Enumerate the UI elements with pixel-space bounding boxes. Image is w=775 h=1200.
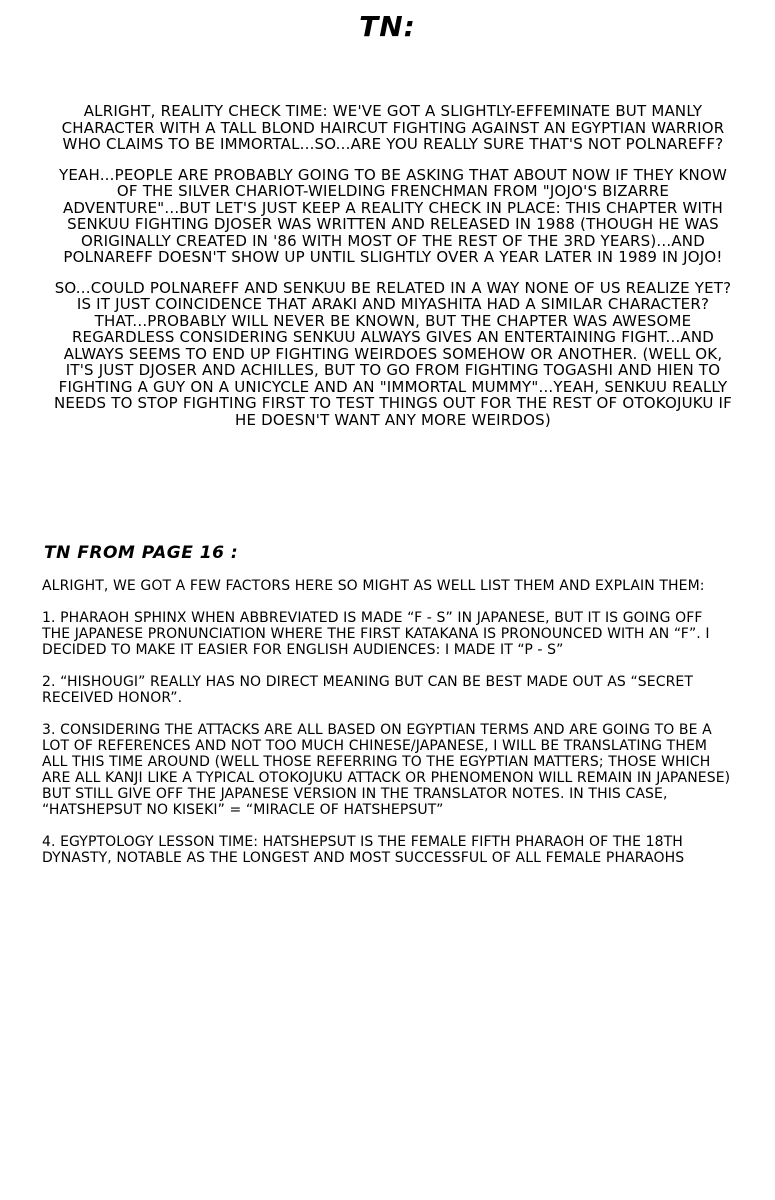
page-16-notes [42,578,732,882]
section-heading: TN FROM PAGE 16 : [44,543,239,563]
intro-paragraph: YEAH...PEOPLE ARE PROBABLY GOING TO BE ASKING THAT ABOUT NOW IF THEY KNOW OF THE SILVER CHARIOT-WIELDING FRENCHMAN FROM "JOJO'S BIZARRE ADVENTURE"...BUT LET'S JUST KEEP A REALITY CHECK IN PLACE: THIS CHAPTER WITH SENKUU FIGHTING DJOSER WAS WRITTEN AND RELEASED IN 1988 (THOUGH HE WAS ORIGINALLY CREATED IN '86 WITH MOST OF THE REST OF THE 3RD YEARS)...AND POLNAREFF DOESN'T SHOW UP UNTIL SLIGHTLY OVER A YEAR LATER IN 1989 IN JOJO! [58,165,727,266]
note-item-3: 3. CONSIDERING THE ATTACKS ARE ALL BASED ON EGYPTIAN TERMS AND ARE GOING TO BE A LOT OF REFERENCES AND NOT TOO MUCH CHINESE/JAPANESE, I WILL BE TRANSLATING THEM ALL THIS TIME AROUND (WELL THOSE REFERRING TO THE EGYPTIAN MATTERS; THOSE WHICH ARE ALL KANJI LIKE A TYPICAL OTOKOJUKU ATTACK OR PHENOMENON WILL REMAIN IN JAPANESE) BUT STILL GIVE OFF THE JAPANESE VERSION IN THE TRANSLATOR NOTES. IN THIS CASE, “HATSHEPSUT NO KISEKI” = “MIRACLE OF HATSHEPSUT” [42,722,731,818]
note-paragraph: ALRIGHT, WE GOT A FEW FACTORS HERE SO MIGHT AS WELL LIST THEM AND EXPLAIN THEM: [42,578,705,594]
intro-paragraph: ALRIGHT, REALITY CHECK TIME: WE'VE GOT A SLIGHTLY-EFFEMINATE BUT MANLY CHARACTER WITH A TALL BLOND HAIRCUT FIGHTING AGAINST AN EGYPTIAN WARRIOR WHO CLAIMS TO BE IMMORTAL...SO...ARE YOU REALLY SURE THAT'S NOT POLNAREFF? [61,102,725,153]
note-item-1: 1. PHARAOH SPHINX WHEN ABBREVIATED IS MADE “F - S” IN JAPANESE, BUT IT IS GOING OFF THE JAPANESE PRONUNCIATION WHERE THE FIRST KATAKANA IS PRONOUNCED WITH AN “F”. I DECIDED TO MAKE IT EASIER FOR ENGLISH AUDIENCES: I MADE IT “P - S” [42,610,710,658]
intro-paragraph: SO...COULD POLNAREFF AND SENKUU BE RELATED IN A WAY NONE OF US REALIZE YET? IS IT JUST COINCIDENCE THAT ARAKI AND MIYASHITA HAD A SIMILAR CHARACTER? THAT...PROBABLY WILL NEVER BE KNOWN, BUT THE CHAPTER WAS AWESOME REGARDLESS CONSIDERING SENKUU ALWAYS GIVES AN ENTERTAINING FIGHT...AND ALWAYS SEEMS TO END UP FIGHTING WEIRDOES SOMEHOW OR ANOTHER. (WELL OK, IT'S JUST DJOSER AND ACHILLES, BUT TO GO FROM FIGHTING TOGASHI AND HIEN TO FIGHTING A GUY ON A UNICYCLE AND AN "IMMORTAL MUMMY"...YEAH, SENKUU REALLY NEEDS TO STOP FIGHTING FIRST TO TEST THINGS OUT FOR THE REST OF OTOKOJUKU IF HE DOESN'T WANT ANY MORE WEIRDOS) [54,278,732,429]
note-item-2: 2. “HISHOUGI” REALLY HAS NO DIRECT MEANING BUT CAN BE BEST MADE OUT AS “SECRET RECEIVED HONOR”. [42,674,694,706]
note-item-4: 4. EGYPTOLOGY LESSON TIME: HATSHEPSUT IS THE FEMALE FIFTH PHARAOH OF THE 18TH DYNASTY, NOTABLE AS THE LONGEST AND MOST SUCCESSFUL OF ALL FEMALE PHARAOHS [42,834,685,866]
intro-notes [48,103,738,442]
page-title: TN: [359,10,416,43]
